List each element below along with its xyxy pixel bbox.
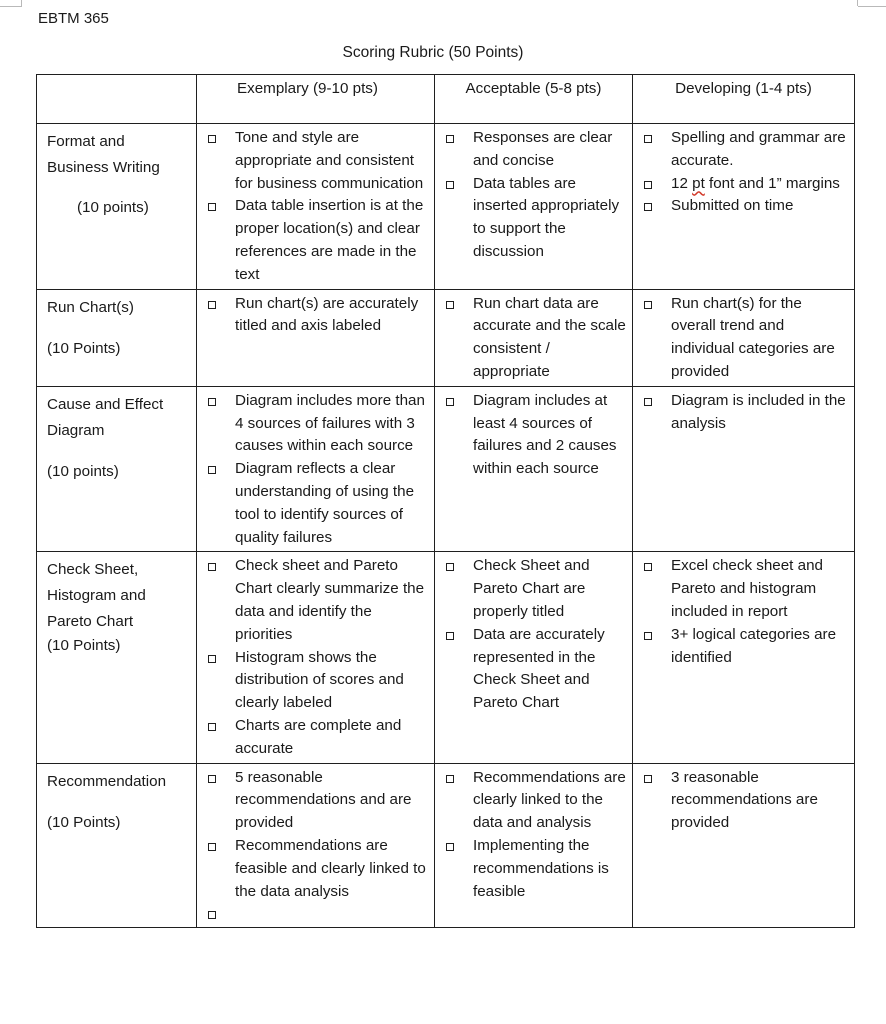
criterion-cell (37, 552, 197, 763)
criterion-name-line: Pareto Chart (47, 613, 134, 631)
list-item (201, 555, 430, 646)
acceptable-list (435, 552, 632, 717)
exemplary-list (197, 124, 434, 289)
checkbox-square-icon (644, 181, 652, 189)
page-title (0, 44, 886, 62)
criterion-cell (37, 386, 197, 552)
acceptable-cell (435, 124, 633, 290)
acceptable-cell (435, 552, 633, 763)
acceptable-list (435, 124, 632, 266)
list-item (201, 903, 430, 925)
criterion-name-line: Histogram and (47, 587, 146, 605)
list-item (201, 715, 430, 761)
criterion-name-line: Diagram (47, 421, 105, 439)
criterion-name-line: Run Chart(s) (47, 298, 134, 316)
checkbox-square-icon (208, 398, 216, 406)
checkbox-square-icon (208, 911, 216, 919)
list-item (439, 767, 628, 835)
list-item (439, 835, 628, 903)
list-item (201, 195, 430, 286)
page-corner-mark-right-v (857, 0, 858, 6)
criterion-name-line: Cause and Effect (47, 395, 164, 413)
exemplary-cell (197, 763, 435, 928)
developing-cell (633, 124, 855, 290)
header-criteria (37, 75, 197, 124)
developing-list (633, 552, 854, 671)
list-item (439, 173, 628, 264)
list-item (201, 835, 430, 903)
checkbox-square-icon (208, 655, 216, 663)
checkbox-square-icon (208, 563, 216, 571)
rubric-row (37, 124, 855, 290)
checkbox-square-icon (644, 563, 652, 571)
list-item-text: Charts are complete and accurate (235, 716, 402, 757)
developing-list (633, 764, 854, 837)
acceptable-cell (435, 763, 633, 928)
list-item-text: Check Sheet and Pareto Chart are properly titled (473, 557, 590, 620)
criterion-points: (10 Points) (47, 637, 121, 655)
list-item-text: Diagram includes more than 4 sources of failures with 3 causes within each source (235, 391, 425, 455)
criterion-name-line: Check Sheet, (47, 561, 139, 579)
list-item-text: Histogram shows the distribution of scores and clearly labeled (235, 648, 404, 712)
course-code: EBTM 365 (38, 10, 109, 27)
list-item-text: 12 pt font and 1” margins (671, 174, 840, 192)
exemplary-cell (197, 386, 435, 552)
list-item (637, 390, 850, 436)
checkbox-square-icon (208, 843, 216, 851)
criterion-name-line: Business Writing (47, 159, 160, 176)
header-acceptable: Acceptable (5-8 pts) (435, 75, 633, 124)
list-item-text: Check sheet and Pareto Chart clearly summarize the data and identify the priorities (235, 557, 425, 643)
page-title-text: Scoring Rubric (50 Points) (342, 44, 524, 61)
rubric-row (37, 289, 855, 386)
checkbox-square-icon (446, 632, 454, 640)
developing-list (633, 387, 854, 438)
list-item-text: Run chart(s) are accurately titled and axis labeled (235, 294, 419, 335)
checkbox-square-icon (644, 135, 652, 143)
developing-list (633, 124, 854, 220)
criterion-name-line: Format and (47, 133, 125, 150)
list-item (637, 195, 850, 218)
rubric-table (36, 74, 855, 928)
list-item (637, 555, 850, 623)
exemplary-cell (197, 124, 435, 290)
list-item (439, 293, 628, 384)
page-corner-mark-right (858, 0, 886, 7)
list-item (637, 127, 850, 173)
checkbox-square-icon (446, 181, 454, 189)
list-item-text: Diagram reflects a clear understanding of using the tool to identify sources of quality failures (235, 460, 415, 546)
checkbox-square-icon (644, 203, 652, 211)
list-item-text: Tone and style are appropriate and consistent for business communication (235, 129, 424, 192)
header-exemplary: Exemplary (9-10 pts) (197, 75, 435, 124)
list-item-text: Spelling and grammar are accurate. (671, 129, 846, 169)
criterion-name-line: Recommendation (47, 772, 167, 790)
list-item (201, 293, 430, 339)
developing-cell (633, 386, 855, 552)
list-item-text: Data are accurately represented in the Check Sheet and Pareto Chart (473, 625, 605, 712)
checkbox-square-icon (446, 301, 454, 309)
checkbox-square-icon (208, 723, 216, 731)
developing-cell (633, 289, 855, 386)
exemplary-list (197, 764, 434, 928)
list-item (637, 293, 850, 384)
exemplary-list (197, 290, 434, 341)
list-item (637, 624, 850, 670)
checkbox-square-icon (446, 563, 454, 571)
criterion-name (47, 295, 190, 321)
page-corner-mark-left-v (21, 0, 22, 6)
list-item (201, 647, 430, 715)
checkbox-square-icon (644, 775, 652, 783)
developing-cell (633, 552, 855, 763)
list-item (439, 390, 628, 481)
list-item-text: Recommendations are clearly linked to the data and analysis (473, 768, 626, 832)
header-row (37, 75, 855, 124)
checkbox-square-icon (208, 775, 216, 783)
checkbox-square-icon (644, 398, 652, 406)
rubric-row (37, 552, 855, 763)
acceptable-list (435, 764, 632, 906)
list-item-text: Responses are clear and concise (473, 129, 613, 169)
list-item (637, 173, 850, 196)
checkbox-square-icon (208, 466, 216, 474)
rubric-body (37, 124, 855, 928)
list-item-text: Data table insertion is at the proper location(s) and clear references are made in the text (235, 197, 424, 283)
criterion-cell (37, 289, 197, 386)
list-item (439, 555, 628, 623)
list-item (637, 767, 850, 835)
list-item-text: Submitted on time (671, 197, 794, 215)
list-item-text: Recommendations are feasible and clearly linked to the data analysis (235, 836, 426, 900)
list-item (439, 127, 628, 173)
list-item (201, 127, 430, 195)
list-item (201, 458, 430, 549)
criterion-points: (10 Points) (47, 339, 121, 357)
criterion-name (47, 392, 190, 444)
criterion-cell (37, 763, 197, 928)
criterion-name (47, 129, 190, 181)
checkbox-square-icon (446, 775, 454, 783)
list-item (201, 767, 430, 835)
acceptable-cell (435, 289, 633, 386)
acceptable-list (435, 387, 632, 483)
checkbox-square-icon (446, 843, 454, 851)
exemplary-cell (197, 552, 435, 763)
checkbox-square-icon (644, 301, 652, 309)
checkbox-square-icon (208, 301, 216, 309)
list-item-text: Diagram is included in the analysis (671, 391, 846, 432)
list-item-text: 5 reasonable recommendations and are provided (235, 768, 412, 832)
list-item-text: Excel check sheet and Pareto and histogram included in report (671, 557, 823, 620)
exemplary-list (197, 387, 434, 552)
checkbox-square-icon (446, 135, 454, 143)
list-item-text: Run chart(s) for the overall trend and individual categories are provided (671, 294, 835, 380)
list-item-text: Implementing the recommendations is feasible (473, 836, 609, 900)
criterion-points: (10 points) (47, 462, 119, 480)
list-item-text: Run chart data are accurate and the scale consistent / appropriate (473, 294, 626, 380)
list-item (201, 390, 430, 458)
spellcheck-underline: pt (692, 174, 705, 192)
list-item-text: 3+ logical categories are identified (671, 625, 837, 666)
criterion-cell (37, 124, 197, 290)
criterion-points: (10 points) (77, 199, 149, 216)
developing-cell (633, 763, 855, 928)
list-item (439, 624, 628, 715)
header-developing: Developing (1-4 pts) (633, 75, 855, 124)
checkbox-square-icon (644, 632, 652, 640)
checkbox-square-icon (446, 398, 454, 406)
list-item-text: 3 reasonable recommendations are provided (671, 768, 818, 832)
criterion-name (47, 769, 190, 795)
list-item-text: Diagram includes at least 4 sources of failures and 2 causes within each source (473, 391, 617, 478)
page-corner-mark-left (0, 0, 22, 7)
list-item-text: Data tables are inserted appropriately to support the discussion (473, 174, 620, 260)
criterion-name (47, 557, 190, 635)
developing-list (633, 290, 854, 386)
acceptable-list (435, 290, 632, 386)
rubric-row (37, 763, 855, 928)
criterion-points: (10 Points) (47, 813, 121, 831)
checkbox-square-icon (208, 135, 216, 143)
exemplary-list (197, 552, 434, 762)
exemplary-cell (197, 289, 435, 386)
rubric-row (37, 386, 855, 552)
acceptable-cell (435, 386, 633, 552)
checkbox-square-icon (208, 203, 216, 211)
